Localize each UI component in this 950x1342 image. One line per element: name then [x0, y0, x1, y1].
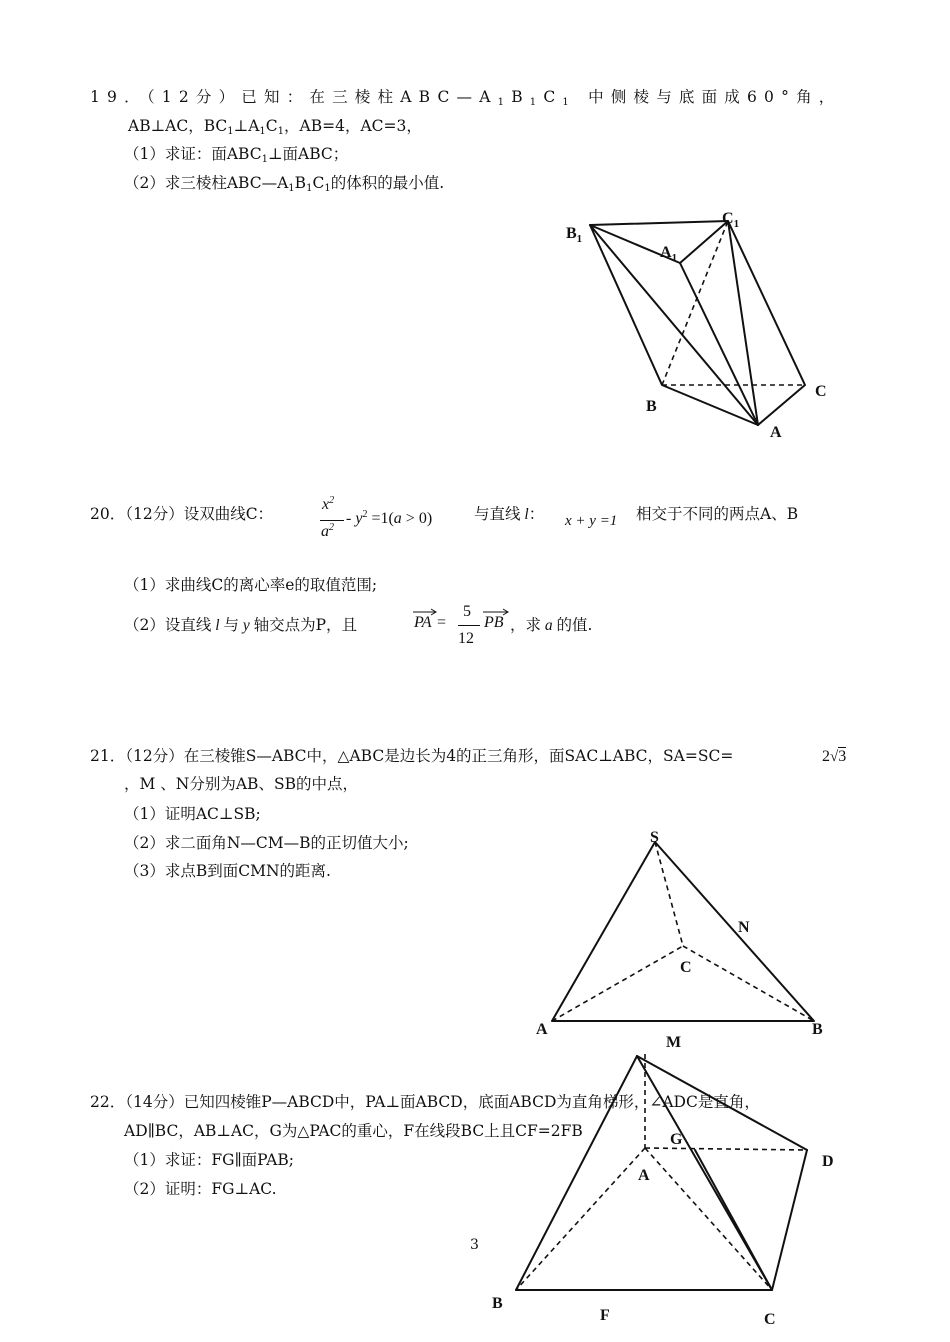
q22-part1: （1）求证：FG∥面PAB;	[124, 1151, 294, 1169]
q20-vector-PA: PA	[414, 614, 432, 631]
q19-header: 19．（12分）已知：在三棱柱$ABC—A_1B_1C_1$ 中侧棱与底面成60°角，	[90, 88, 842, 108]
q19-conditions: AB⊥AC，$BC_1\perp A_1C_1$，AB=4，AC=3，	[128, 117, 422, 137]
q20-arrow-PB	[482, 608, 510, 616]
label-F: F	[600, 1307, 610, 1324]
q21-part2: （2）求二面角N—CM—B的正切值大小;	[124, 834, 409, 852]
q20-frac-denominator: $a^2$	[321, 522, 334, 540]
q21-part1: （1）证明AC⊥SB;	[124, 805, 261, 823]
q20-equals: =	[437, 614, 447, 631]
q21-line1: 21．（12分）在三棱锥S—ABC中，△ABC是边长为4的正三角形，面SAC⊥ABC，SA=SC=	[90, 747, 734, 765]
q20-coef-bar	[458, 625, 480, 626]
label-A1: $A_1$	[660, 244, 678, 264]
q20-coef-numerator: 5	[463, 603, 471, 620]
label-B: B	[492, 1295, 503, 1312]
prism-hidden-edges	[662, 221, 805, 385]
q21-line2: ，M 、N分别为AB、SB的中点，	[124, 775, 358, 793]
q20-vector-PB: PB	[484, 614, 504, 631]
pyramid-hidden-edges	[516, 1054, 807, 1290]
q20-arrow-PA	[412, 608, 438, 616]
q20-prefix: 20．（12分）设双曲线C：	[90, 505, 274, 523]
label-B: B	[812, 1021, 823, 1038]
tetrahedron-hidden-edges	[552, 842, 814, 1021]
prism-figure	[560, 205, 840, 445]
q19-part1: （1）求证：面$ABC_1\perp$面ABC；	[124, 145, 349, 165]
prism-edges	[590, 221, 805, 425]
q20-part1: （1）求曲线C的离心率e的取值范围;	[124, 576, 378, 594]
label-B1: $B_1$	[566, 225, 583, 245]
q21-root: 2√3	[822, 748, 847, 765]
label-G: G	[670, 1131, 683, 1148]
q20-line-equation: x + y =1	[565, 513, 618, 529]
tetrahedron-figure	[530, 828, 840, 1058]
label-C: C	[815, 383, 827, 400]
q19-part2: （2）求三棱柱$ABC—A_1B_1C_1$的体积的最小值.	[124, 174, 445, 194]
q20-coef-denominator: 12	[458, 630, 474, 647]
label-S: S	[650, 829, 659, 846]
label-M: M	[666, 1034, 682, 1051]
label-N: N	[738, 919, 750, 936]
q21-part3: （3）求点B到面CMN的距离.	[124, 862, 331, 880]
q20-part2: （2）设直线 l 与 y 轴交点为P，且	[124, 616, 358, 634]
label-C: C	[764, 1311, 776, 1328]
q22-line1: 22．（14分）已知四棱锥P—ABCD中，PA⊥面ABCD，底面ABCD为直角梯形，∠ADC是直角，	[90, 1093, 760, 1111]
label-A: A	[770, 424, 782, 441]
label-B: B	[646, 398, 657, 415]
q22-part2: （2）证明：FG⊥AC.	[124, 1180, 277, 1198]
label-C: C	[680, 959, 692, 976]
label-A: A	[536, 1021, 548, 1038]
q20-part2-tail: ，求 a 的值.	[510, 616, 593, 634]
q20-frac-bar	[320, 520, 344, 521]
label-A: A	[638, 1167, 650, 1184]
tetrahedron-edges	[552, 842, 814, 1021]
page-number: 3	[470, 1237, 479, 1253]
pyramid-edges	[516, 1056, 807, 1290]
q20-line-tail: 相交于不同的两点A、B	[636, 505, 799, 523]
label-D: D	[822, 1153, 834, 1170]
pyramid-figure	[480, 1050, 860, 1330]
label-C1: $C_1$	[722, 210, 740, 230]
q20-frac-numerator: $x^2$	[322, 495, 335, 513]
q22-line2: AD∥BC，AB⊥AC，G为△PAC的重心，F在线段BC上且CF=2FB	[124, 1122, 583, 1140]
q20-line-intro: 与直线 l：	[474, 505, 545, 523]
q20-equation: - $y^2 =1(a > 0)$	[346, 509, 433, 527]
